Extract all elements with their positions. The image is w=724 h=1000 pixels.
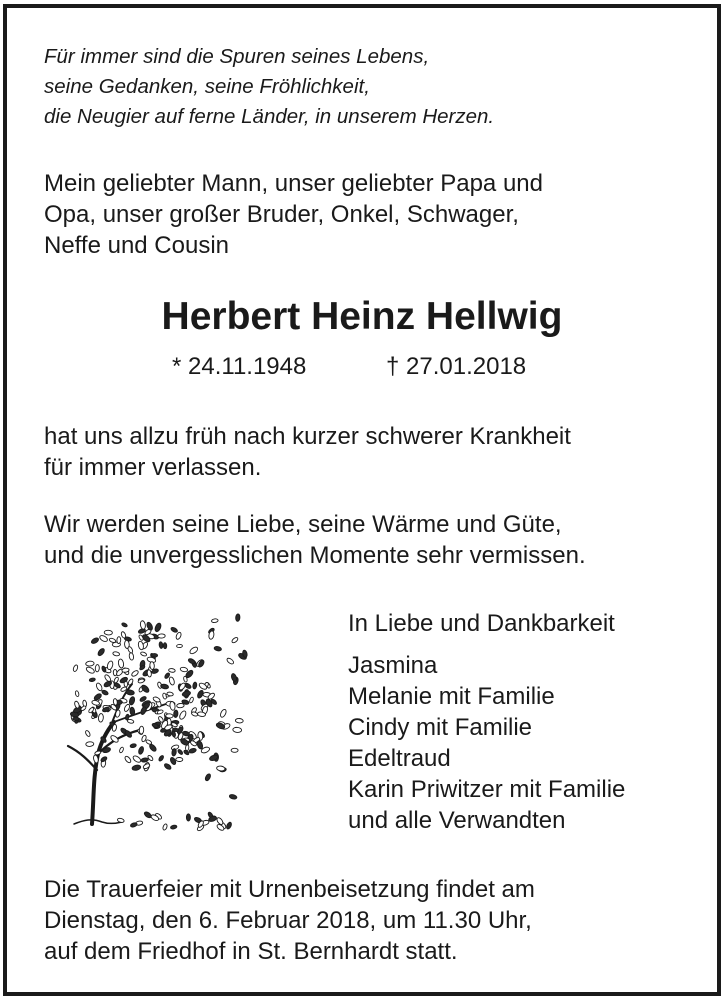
remembrance-message bbox=[44, 509, 586, 571]
leaf-icon bbox=[178, 710, 187, 720]
leaf-icon bbox=[117, 637, 121, 644]
leaf-icon bbox=[121, 631, 127, 639]
message-line: und die unvergesslichen Momente sehr vermissen. bbox=[44, 542, 586, 569]
quote-line: seine Gedanken, seine Fröhlichkeit, bbox=[44, 75, 370, 98]
leaf-icon bbox=[160, 684, 169, 690]
leaf-icon bbox=[85, 666, 95, 675]
ceremony-line: Die Trauerfeier mit Urnenbeisetzung findet am bbox=[44, 876, 535, 903]
leaf-icon bbox=[130, 743, 137, 748]
leaf-icon bbox=[235, 614, 240, 622]
leaf-icon bbox=[158, 634, 166, 638]
mourner-name: und alle Verwandten bbox=[348, 807, 566, 834]
leaf-icon bbox=[211, 618, 218, 622]
death-date: † 27.01.2018 bbox=[386, 353, 527, 380]
leaf-icon bbox=[163, 643, 167, 649]
leaf-icon bbox=[127, 646, 134, 654]
leaf-icon bbox=[178, 682, 186, 691]
leaf-icon bbox=[180, 667, 188, 673]
leaf-icon bbox=[132, 755, 142, 764]
leaf-icon bbox=[112, 651, 119, 656]
leaf-icon bbox=[132, 764, 142, 771]
leaf-icon bbox=[204, 773, 211, 782]
leaf-icon bbox=[97, 647, 106, 656]
leaf-icon bbox=[128, 696, 135, 705]
leaves-group bbox=[70, 614, 248, 832]
leaf-icon bbox=[182, 690, 191, 697]
leaf-icon bbox=[166, 714, 174, 718]
leaf-icon bbox=[152, 696, 160, 703]
leaf-icon bbox=[154, 622, 162, 632]
leaf-icon bbox=[198, 659, 206, 668]
leaf-icon bbox=[74, 701, 80, 709]
leaf-icon bbox=[99, 634, 109, 642]
leaf-icon bbox=[104, 630, 113, 635]
tree-illustration bbox=[40, 592, 250, 842]
leaf-icon bbox=[151, 653, 157, 657]
leaf-icon bbox=[138, 641, 145, 650]
leaf-icon bbox=[85, 730, 91, 737]
leaf-icon bbox=[129, 652, 134, 660]
leaf-icon bbox=[126, 689, 135, 695]
leaf-icon bbox=[231, 673, 238, 682]
leaf-icon bbox=[95, 682, 103, 691]
intro-text bbox=[44, 168, 543, 261]
leaf-icon bbox=[127, 678, 133, 686]
leaf-icon bbox=[168, 676, 175, 685]
leaf-icon bbox=[106, 660, 113, 670]
mourner-name: Edeltraud bbox=[348, 745, 451, 772]
leaf-icon bbox=[146, 621, 154, 631]
leaf-icon bbox=[89, 678, 96, 682]
leaf-icon bbox=[142, 763, 150, 770]
leaf-icon bbox=[140, 620, 146, 629]
mourner-name: Melanie mit Familie bbox=[348, 683, 555, 710]
leaf-icon bbox=[91, 637, 100, 645]
leaf-icon bbox=[75, 690, 80, 696]
quote-line: Für immer sind die Spuren seines Lebens, bbox=[44, 45, 430, 68]
leaf-icon bbox=[170, 825, 177, 830]
mourners-block bbox=[348, 608, 625, 836]
intro-line: Opa, unser großer Bruder, Onkel, Schwager, bbox=[44, 201, 519, 228]
mourner-name: Cindy mit Familie bbox=[348, 714, 533, 741]
leaf-icon bbox=[141, 757, 149, 762]
leaf-icon bbox=[150, 662, 155, 670]
leaf-icon bbox=[158, 755, 164, 762]
leaf-icon bbox=[119, 747, 124, 754]
leaf-icon bbox=[124, 755, 132, 763]
leaf-icon bbox=[73, 664, 79, 672]
leaf-icon bbox=[101, 689, 109, 695]
leaf-icon bbox=[235, 718, 243, 723]
leaf-icon bbox=[139, 726, 144, 734]
leaf-icon bbox=[189, 646, 199, 655]
leaf-icon bbox=[189, 697, 194, 704]
leaf-icon bbox=[173, 710, 178, 718]
ceremony-line: auf dem Friedhof in St. Bernhardt statt. bbox=[44, 938, 458, 965]
leaf-icon bbox=[101, 666, 106, 673]
mourner-name: Jasmina bbox=[348, 652, 438, 679]
message-line: Wir werden seine Liebe, seine Wärme und Güte, bbox=[44, 511, 562, 538]
thanks-label: In Liebe und Dankbarkeit bbox=[348, 610, 615, 637]
leaf-icon bbox=[121, 622, 128, 627]
leaf-icon bbox=[192, 682, 197, 689]
leaf-icon bbox=[95, 664, 99, 671]
leaf-icon bbox=[131, 670, 139, 678]
intro-line: Neffe und Cousin bbox=[44, 232, 230, 259]
leaf-icon bbox=[86, 742, 94, 747]
leaf-icon bbox=[229, 794, 237, 800]
leaf-icon bbox=[170, 626, 178, 633]
leaf-icon bbox=[140, 706, 147, 715]
leaf-icon bbox=[175, 632, 182, 640]
leaf-icon bbox=[226, 821, 233, 829]
leaf-icon bbox=[113, 677, 119, 684]
leaf-icon bbox=[214, 646, 222, 652]
ceremony-line: Dienstag, den 6. Februar 2018, um 11.30 Uhr, bbox=[44, 907, 532, 934]
memorial-quote bbox=[44, 42, 494, 132]
leaf-icon bbox=[163, 763, 171, 771]
leaf-icon bbox=[176, 757, 183, 761]
leaf-icon bbox=[73, 717, 79, 721]
leaf-icon bbox=[233, 727, 242, 733]
message-line: für immer verlassen. bbox=[44, 454, 262, 481]
leaf-icon bbox=[162, 823, 168, 830]
birth-date: * 24.11.1948 bbox=[172, 353, 307, 380]
leaf-icon bbox=[168, 668, 175, 673]
leaf-icon bbox=[85, 661, 94, 667]
leaf-icon bbox=[104, 674, 112, 683]
mourner-name: Karin Priwitzer mit Familie bbox=[348, 776, 626, 803]
leaf-icon bbox=[130, 822, 138, 828]
leaf-icon bbox=[226, 657, 235, 665]
leaf-icon bbox=[129, 707, 135, 716]
leaf-icon bbox=[113, 698, 118, 705]
leaf-icon bbox=[219, 709, 227, 719]
leaf-icon bbox=[124, 729, 133, 738]
deceased-name: Herbert Heinz Hellwig bbox=[161, 295, 563, 338]
leaf-icon bbox=[145, 739, 152, 745]
leaf-icon bbox=[231, 748, 238, 752]
leaf-icon bbox=[188, 658, 196, 665]
leaf-icon bbox=[169, 757, 176, 766]
leaf-icon bbox=[216, 766, 225, 772]
leaf-icon bbox=[231, 637, 239, 644]
intro-line: Mein geliebter Mann, unser geliebter Papa und bbox=[44, 170, 543, 197]
passing-message bbox=[44, 421, 571, 483]
leaf-icon bbox=[140, 684, 150, 694]
leaf-icon bbox=[80, 705, 86, 711]
leaf-icon bbox=[177, 703, 185, 708]
leaf-icon bbox=[177, 644, 183, 647]
leaf-icon bbox=[186, 814, 190, 821]
quote-line: die Neugier auf ferne Länder, in unserem Herzen. bbox=[44, 105, 495, 128]
funeral-details bbox=[44, 874, 535, 967]
leaf-icon bbox=[100, 756, 108, 763]
leaf-icon bbox=[188, 748, 196, 754]
notice-border bbox=[3, 4, 721, 996]
leaf-icon bbox=[159, 642, 163, 649]
leaf-icon bbox=[118, 659, 124, 669]
message-line: hat uns allzu früh nach kurzer schwerer Krankheit bbox=[44, 423, 571, 450]
leaf-icon bbox=[140, 651, 147, 656]
leaf-icon bbox=[138, 746, 145, 755]
leaf-icon bbox=[98, 713, 104, 722]
leaf-icon bbox=[177, 749, 183, 755]
